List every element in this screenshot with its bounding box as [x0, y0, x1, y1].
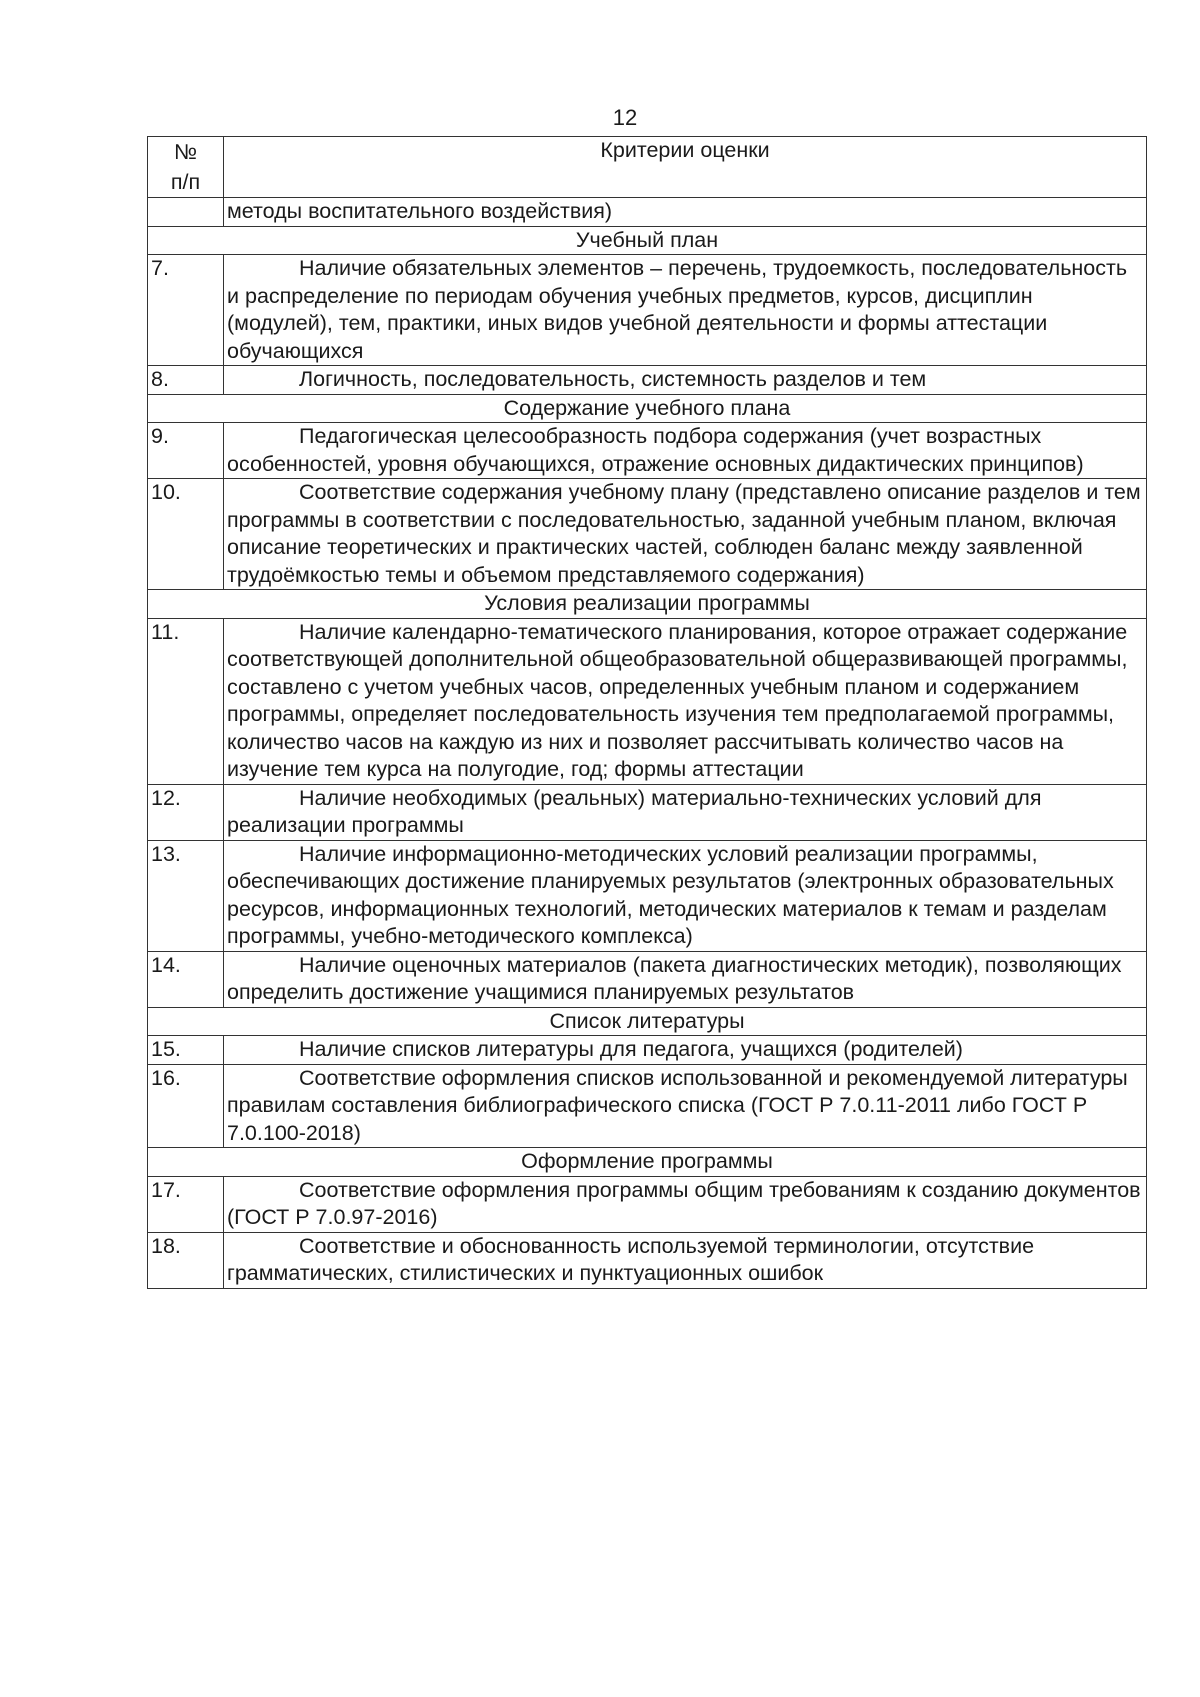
section-heading: Оформление программы [148, 1148, 1147, 1177]
criterion-text-cell [224, 1176, 1147, 1232]
criterion-text-cell [224, 618, 1147, 784]
criterion-text-cell [224, 1064, 1147, 1148]
table-row [148, 1064, 1147, 1148]
section-heading: Учебный план [148, 226, 1147, 255]
row-number: 13. [148, 840, 224, 951]
criterion-text: Соответствие и обоснованность используемой терминологии, отсутствие грамматических, стилистических и пунктуационных ошибок [227, 1233, 1035, 1285]
row-number: 10. [148, 479, 224, 590]
criterion-text-cell [224, 1232, 1147, 1288]
section-heading: Содержание учебного плана [148, 394, 1147, 423]
row-number: 17. [148, 1176, 224, 1232]
section-row [148, 394, 1147, 423]
criterion-text: Наличие необходимых (реальных) материально-технических условий для реализации программы [227, 785, 1042, 837]
table-row [148, 198, 1147, 227]
criterion-text: Соответствие содержания учебному плану (представлено описание разделов и тем программы в соответствии с последовательностью, заданной учебным планом, включая описание теоретических и практических частей, соблюден баланс между заявленной трудоёмкостью темы и объемом представляемого содержания) [227, 480, 1141, 587]
table-row [148, 423, 1147, 479]
row-number: 11. [148, 618, 224, 784]
criterion-text-cell [224, 423, 1147, 479]
criterion-text-cell [224, 366, 1147, 395]
criterion-text-cell [224, 840, 1147, 951]
criterion-text: Логичность, последовательность, системность разделов и тем [299, 367, 927, 391]
table-row [148, 366, 1147, 395]
criterion-text: Соответствие оформления списков использованной и рекомендуемой литературы правилам составления библиографического списка (ГОСТ Р 7.0.11-2011 либо ГОСТ Р 7.0.100-2018) [227, 1065, 1128, 1145]
criterion-text-cell [224, 784, 1147, 840]
header-num-abbrev: п/п [170, 170, 201, 194]
row-number: 18. [148, 1232, 224, 1288]
table-header-row [148, 137, 1147, 198]
criterion-text: Педагогическая целесообразность подбора содержания (учет возрастных особенностей, уровня обучающихся, отражение основных дидактических принципов) [227, 424, 1084, 476]
table-row [148, 618, 1147, 784]
row-number: 7. [148, 255, 224, 366]
row-number: 14. [148, 951, 224, 1007]
table-row [148, 951, 1147, 1007]
table-row [148, 479, 1147, 590]
column-header-criteria: Критерии оценки [224, 137, 1147, 198]
column-header-number [148, 137, 224, 198]
section-heading: Условия реализации программы [148, 590, 1147, 619]
table-row [148, 1036, 1147, 1065]
criterion-text-cell [224, 1036, 1147, 1065]
section-row [148, 1007, 1147, 1036]
criteria-table [147, 136, 1147, 1289]
criterion-text-cell [224, 198, 1147, 227]
criterion-text: Наличие обязательных элементов – перечень, трудоемкость, последовательность и распределение по периодам обучения учебных предметов, курсов, дисциплин (модулей), тем, практики, иных видов учебной деятельности и формы аттестации обучающихся [227, 256, 1128, 363]
row-number: 15. [148, 1036, 224, 1065]
criterion-text: Наличие списков литературы для педагога, учащихся (родителей) [299, 1037, 963, 1061]
section-row [148, 226, 1147, 255]
row-number: 16. [148, 1064, 224, 1148]
row-number: 12. [148, 784, 224, 840]
row-number: 9. [148, 423, 224, 479]
criteria-table-body [148, 198, 1147, 1289]
row-number [148, 198, 224, 227]
table-row [148, 1176, 1147, 1232]
criterion-text: Наличие информационно-методических условий реализации программы, обеспечивающих достижение планируемых результатов (электронных образовательных ресурсов, информационных технологий, методических материалов к темам и разделам программы, учебно-методического комплекса) [227, 841, 1114, 948]
criterion-text: методы воспитательного воздействия) [227, 199, 613, 223]
criterion-text-cell [224, 255, 1147, 366]
section-row [148, 590, 1147, 619]
table-row [148, 840, 1147, 951]
table-row [148, 784, 1147, 840]
header-num-symbol: № [173, 140, 198, 164]
criterion-text: Наличие календарно-тематического планирования, которое отражает содержание соответствующей дополнительной общеобразовательной общеразвивающей программы, составлено с учетом учебных часов, определенных учебным планом и содержанием программы, определяет последовательность изучения тем предполагаемой программы, количество часов на каждую из них и позволяет рассчитывать количество часов на изучение тем курса на полугодие, год; формы аттестации [227, 619, 1128, 781]
row-number: 8. [148, 366, 224, 395]
criterion-text: Наличие оценочных материалов (пакета диагностических методик), позволяющих определить достижение учащимися планируемых результатов [227, 952, 1122, 1004]
criterion-text-cell [224, 479, 1147, 590]
page-number: 12 [612, 105, 638, 130]
criterion-text: Соответствие оформления программы общим требованиям к созданию документов (ГОСТ Р 7.0.97-2016) [227, 1177, 1141, 1229]
criterion-text-cell [224, 951, 1147, 1007]
table-row [148, 255, 1147, 366]
table-row [148, 1232, 1147, 1288]
section-heading: Список литературы [148, 1007, 1147, 1036]
section-row [148, 1148, 1147, 1177]
